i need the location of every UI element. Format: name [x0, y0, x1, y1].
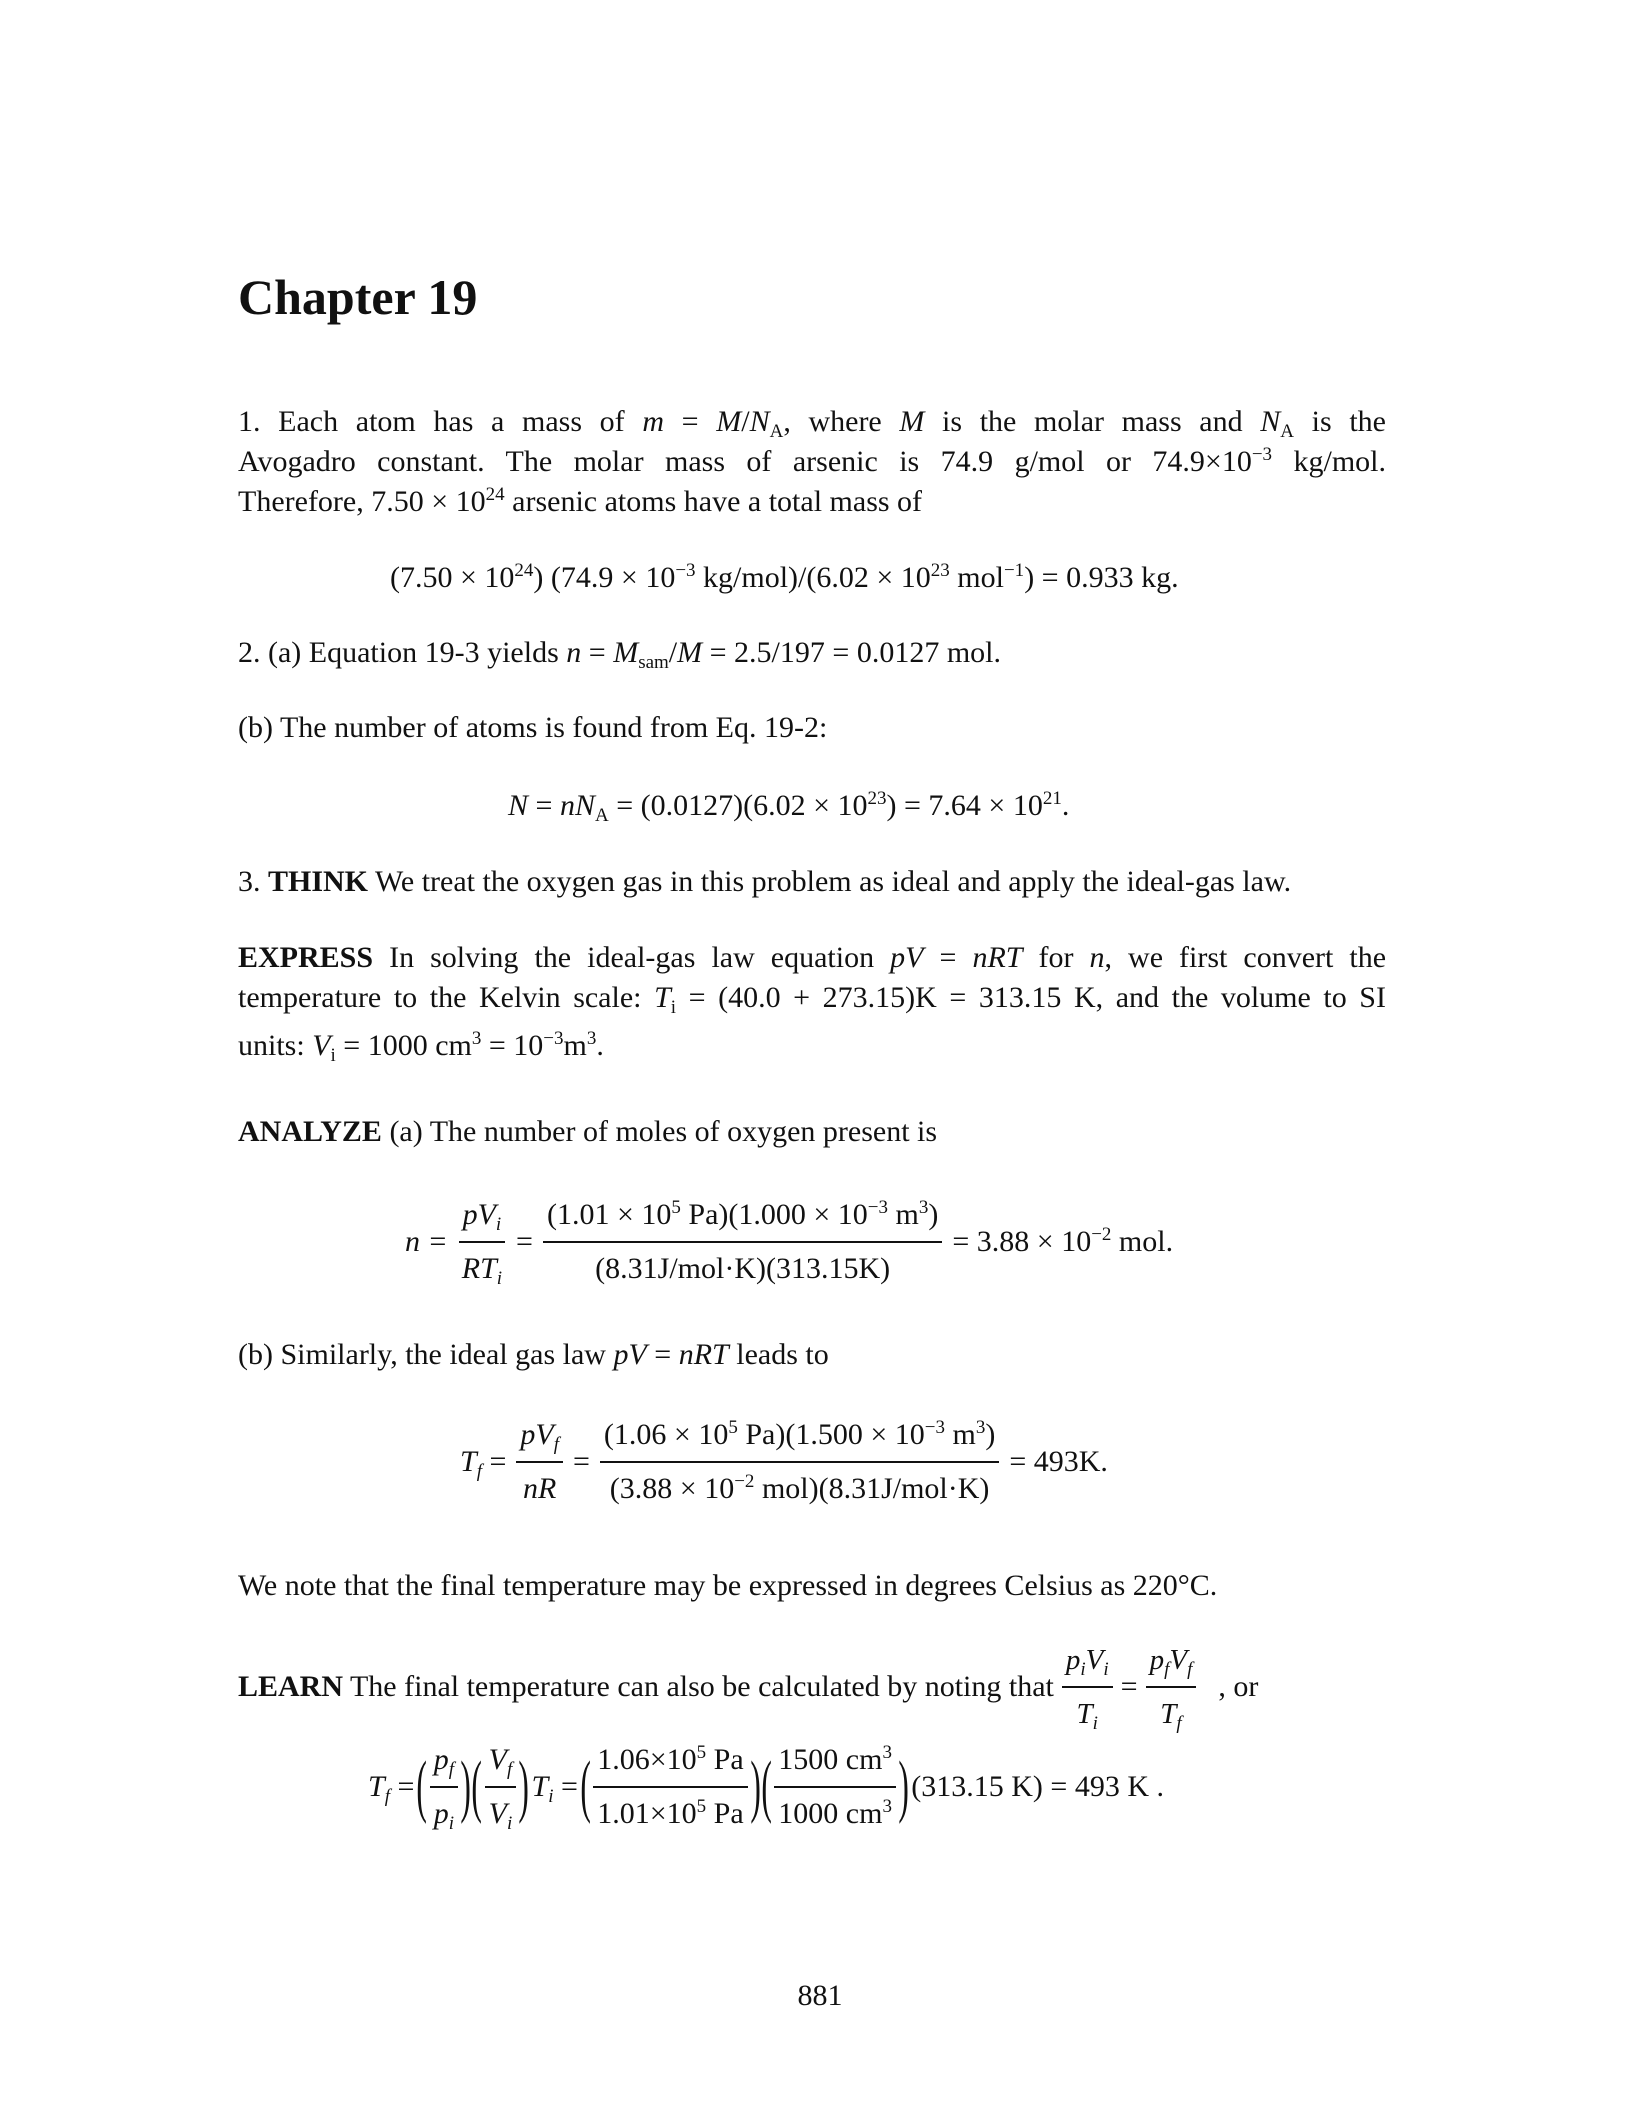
express-line-3: units: $V_i = 1000$ $cm^3 = 10^{-3}m^3$.: [238, 1028, 604, 1066]
page-number: 881: [797, 1979, 843, 2012]
problem-1-line-1: 1. Each atom has a mass of $m = M/N_A$, where M is the molar mass and $N_A$ is the: [238, 405, 1386, 442]
learn-line: LEARN The final temperature can also be calculated by noting that $\frac{p_iV_i}{T_i}$ = $\frac{p_fV_f}{T_f}$ , or: [238, 1640, 1258, 1734]
express-line-1: EXPRESS In solving the ideal-gas law equation pV = nRT for n, we first convert the: [238, 941, 1387, 974]
express-line-2: temperature to the Kelvin scale: $T_i = (40.0 + 273.15)K = 313.15$ K, and the volume to SI: [238, 981, 1386, 1018]
equation-ratio: $T_f$ = ( $\frac{p_f}{p_i}$ ) ( $\frac{V_f}{V_i}$ ) $T_i$ = ( $\frac{1.06\times 10^5 Pa}{1.01\times 10^5 Pa}$ ) ( $\frac{1500 cm^3}{1000 cm^3}$ ) (313.15 K) = 493 K .: [368, 1742, 1164, 1834]
equation-final-temperature: $T_f$ = $\frac{pV_f}{nR}$ = $\frac{(1.06 \times 10^5 Pa)(1.500 \times 10^{-3} m^3)}{(3.88 \times 10^{-2} mol)(8.31J/mol\cdot K)}$ = 493K.: [460, 1417, 1108, 1505]
problem-1-line-2: Avogadro constant. The molar mass of arsenic is 74.9 g/mol or $74.9\times 10^{-3}$ kg/mol.: [238, 444, 1386, 478]
analyze-heading: ANALYZE (a) The number of moles of oxygen present is: [238, 1115, 938, 1148]
problem-2-equation: $N = nN_A = (0.0127)(6.02 \times 10^{23}) = 7.64 \times 10^{21}$.: [508, 788, 1070, 826]
problem-2b: (b) The number of atoms is found from Eq. 19-2:: [238, 711, 828, 744]
problem-1-equation: $(7.50 \times 10^{24})$ ($74.9 \times 10^{-3}$ $kg/mol)/(6.02 \times 10^{23}$ mol$^{-1}$) = 0.933 kg.: [390, 560, 1179, 594]
celsius-note: We note that the final temperature may be expressed in degrees Celsius as 220°C.: [238, 1569, 1218, 1602]
part-b-text: (b) Similarly, the ideal gas law pV = nRT leads to: [238, 1338, 829, 1371]
problem-3-think: 3. THINK We treat the oxygen gas in this problem as ideal and apply the ideal-gas law.: [238, 865, 1292, 898]
problem-1-line-3: Therefore, $7.50 \times 10^{24}$ arsenic atoms have a total mass of: [238, 484, 923, 518]
chapter-title: Chapter 19: [238, 269, 478, 325]
equation-moles: n = $\frac{pV_i}{RT_i}$ = $\frac{(1.01 \times 10^5 Pa)(1.000 \times 10^{-3} m^3)}{\text{(8.31J/mol·K)(313.15K)}}$ = $3.88 \times 10^{-2}$ mol.: [405, 1197, 1174, 1289]
problem-2a: 2. (a) Equation 19-3 yields $n = M_{sam}/M = 2.5/197 = 0.0127$ mol.: [238, 636, 1001, 673]
